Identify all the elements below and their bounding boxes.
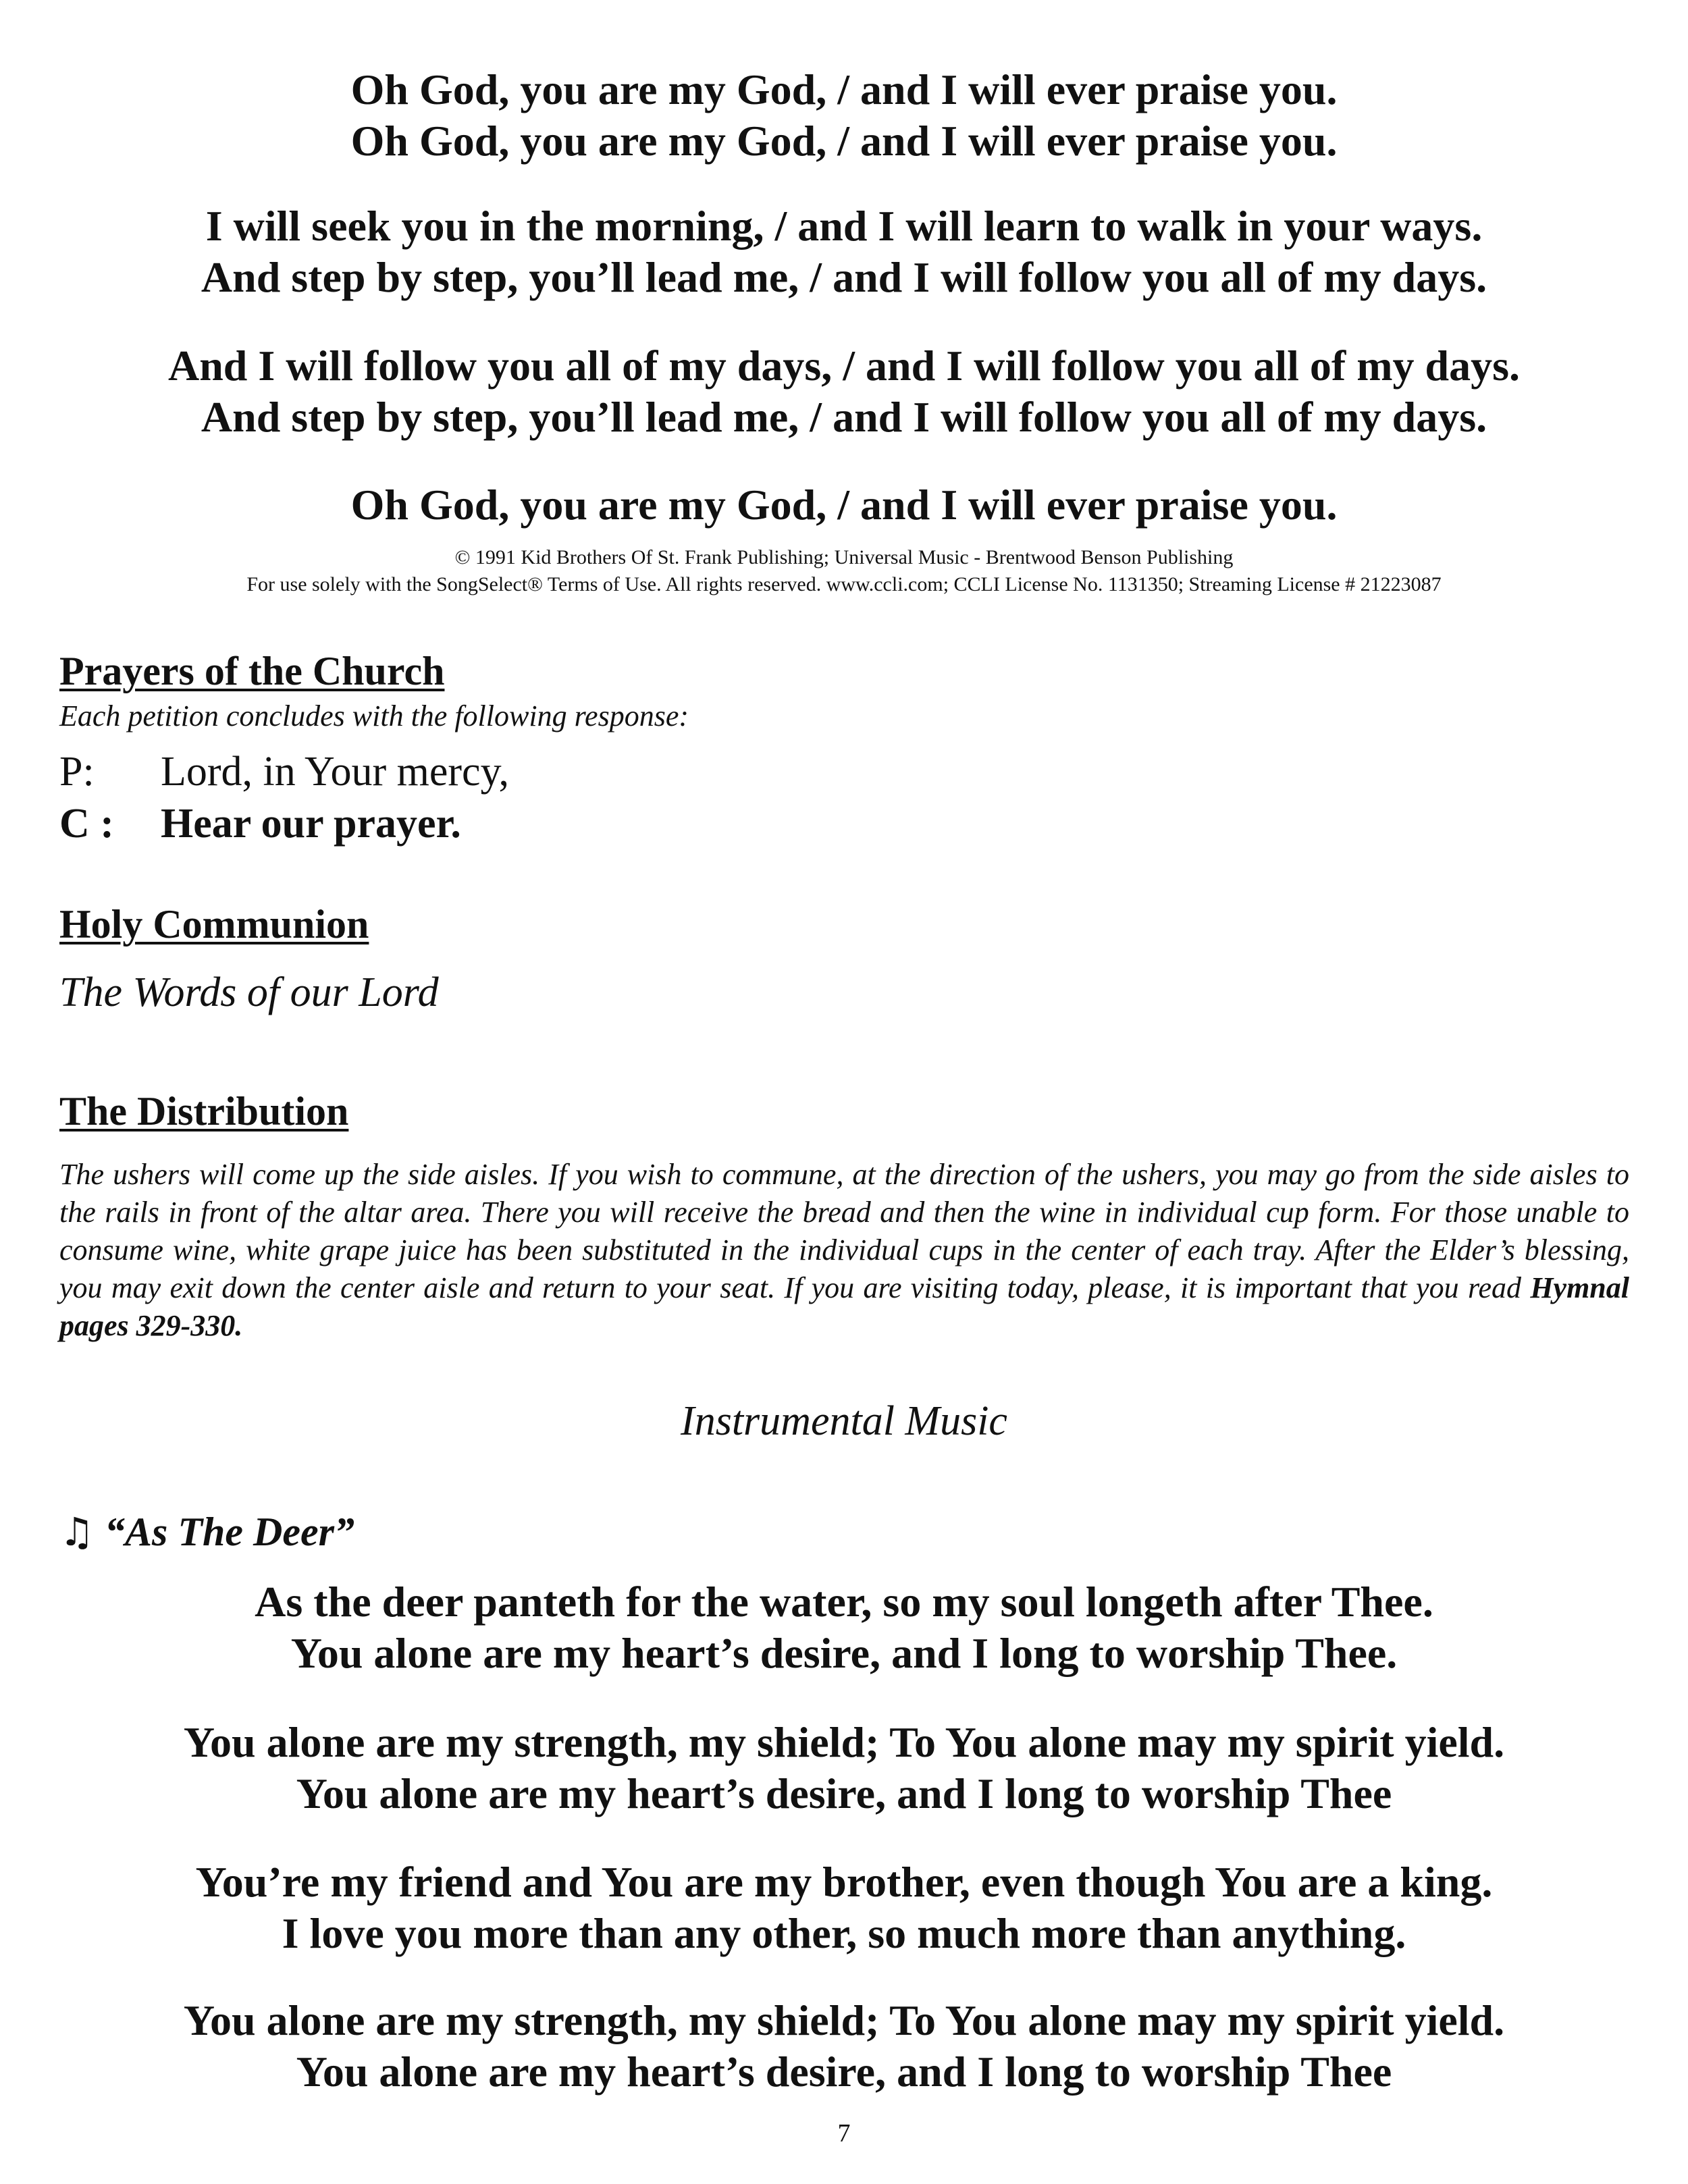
song-title: [59, 1509, 354, 1555]
deer-stanza-2: [0, 1717, 1688, 1819]
lyric-line: As the deer panteth for the water, so my soul longeth after Thee.: [255, 1578, 1433, 1626]
lyric-line: You alone are my strength, my shield; To You alone may my spirit yield.: [183, 1996, 1505, 2044]
lyric-line: And step by step, you’ll lead me, / and I will follow you all of my days.: [201, 393, 1487, 441]
lyric-line: I love you more than any other, so much more than anything.: [282, 1909, 1406, 1957]
speaker-tag: P:: [59, 749, 95, 795]
distribution-text: The ushers will come up the side aisles. If you wish to commune, at the direction of the ushers, you may go from the side aisles to the rails in front of the altar area. There you will receive the bread and then the wine in individual cup form. For those unable to consume wine, white grape juice has been substituted in the individual cups in the center of each tray. After the Elder’s blessing, you may exit down the center aisle and return to your seat. If you are visiting today, please, it is important that you read: [59, 1158, 1629, 1304]
lyric-line: I will seek you in the morning, / and I will learn to walk in your ways.: [205, 202, 1483, 250]
credit-line: For use solely with the SongSelect® Terms of Use. All rights reserved. www.ccli.com; CCLI License No. 1131350; Streaming License # 21223087: [246, 573, 1442, 595]
lyric-line: Oh God, you are my God, / and I will ever praise you.: [350, 117, 1338, 165]
lyric-line: And I will follow you all of my days, / and I will follow you all of my days.: [167, 342, 1521, 390]
congregation-response: [59, 800, 461, 848]
deer-stanza-1: [0, 1576, 1688, 1679]
lyric-line: You alone are my heart’s desire, and I long to worship Thee: [296, 2048, 1392, 2096]
lyric-line: You alone are my heart’s desire, and I long to worship Thee: [296, 1769, 1392, 1817]
deer-stanza-4: [0, 1995, 1688, 2098]
lyric-line: Oh God, you are my God, / and I will ever praise you.: [350, 65, 1338, 113]
pastor-response: [59, 748, 509, 796]
song-stanza-4: [0, 479, 1688, 531]
lyric-line: You alone are my heart’s desire, and I long to worship Thee.: [290, 1629, 1398, 1677]
song-stanza-1: [0, 64, 1688, 167]
lyric-line: You’re my friend and You are my brother, even though You are a king.: [195, 1858, 1493, 1906]
communion-subheading: The Words of our Lord: [59, 969, 439, 1015]
lyric-line: Oh God, you are my God, / and I will ever praise you.: [350, 481, 1338, 529]
response-text: Hear our prayer.: [161, 801, 461, 847]
instrumental-music-label: Instrumental Music: [681, 1398, 1007, 1444]
speaker-tag: C :: [59, 801, 114, 847]
page-number: 7: [837, 2119, 851, 2148]
copyright-credit: [0, 544, 1688, 598]
prayers-note: Each petition concludes with the following response:: [59, 699, 689, 733]
response-text: Lord, in Your mercy,: [161, 749, 510, 795]
song-title-text: “As The Deer”: [105, 1510, 354, 1554]
distribution-heading: The Distribution: [59, 1089, 349, 1134]
credit-line: © 1991 Kid Brothers Of St. Frank Publishing; Universal Music - Brentwood Benson Publishing: [454, 546, 1234, 568]
deer-stanza-3: [0, 1857, 1688, 1959]
communion-heading: Holy Communion: [59, 902, 369, 947]
song-stanza-2: [0, 201, 1688, 303]
lyric-line: And step by step, you’ll lead me, / and I will follow you all of my days.: [201, 253, 1487, 301]
music-note-icon: ♫: [59, 1509, 95, 1555]
song-stanza-3: [0, 340, 1688, 443]
distribution-paragraph: [59, 1156, 1629, 1345]
lyric-line: You alone are my strength, my shield; To You alone may my spirit yield.: [183, 1718, 1505, 1766]
prayers-heading: Prayers of the Church: [59, 649, 445, 693]
hymnal-reference: Hymnal pages 329-330.: [59, 1271, 1629, 1342]
